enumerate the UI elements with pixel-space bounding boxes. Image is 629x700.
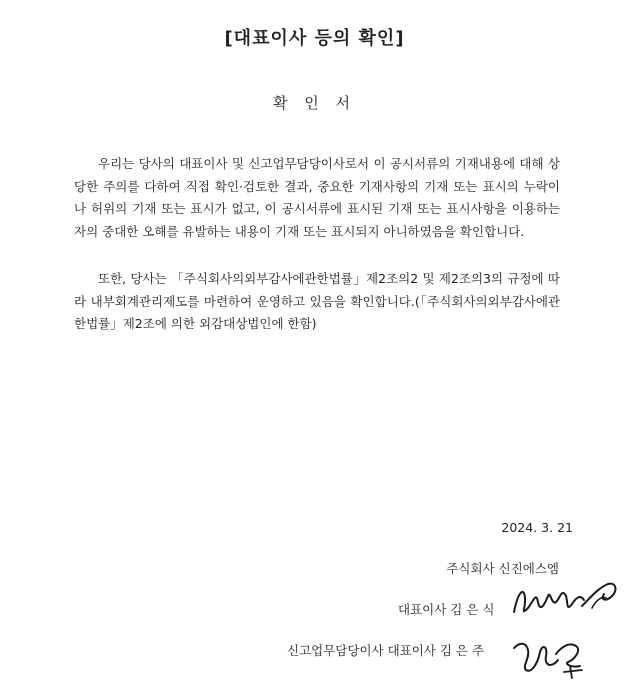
- document-heading: [대표이사 등의 확인]: [224, 28, 405, 49]
- ceo-signature: [508, 578, 623, 624]
- officer-signature: [508, 632, 593, 682]
- company-name: 주식회사 신진에스엠: [446, 561, 559, 576]
- internal-control-paragraph: [74, 268, 560, 336]
- paragraph-text: 우리는 당사의 대표이사 및 신고업무담당이사로서 이 공시서류의 기재내용에 대해 상당한 주의를 다하여 직접 확인·검토한 결과, 중요한 기재사항의 기재 또는 표시의 누락이나 허위의 기재 또는 표시가 없고, 이 공시서류에 표시된 기재 또는 표시사항을 이용하는 자의 중대한 오해를 유발하는 내용이 기재 또는 표시되지 아니하였음을 확인합니다.: [74, 156, 560, 239]
- document-subtitle: 확 인 서: [272, 94, 356, 112]
- reporting-officer-name: 신고업무담당이사 대표이사 김 은 주: [287, 643, 485, 658]
- document-date: 2024. 3. 21: [501, 520, 573, 535]
- ceo-name: 대표이사 김 은 식: [398, 602, 495, 617]
- paragraph-text: 또한, 당사는 「주식회사의외부감사에관한법률」제2조의2 및 제2조의3의 규정에 따라 내부회계관리제도를 마련하여 운영하고 있음을 확인합니다.(「주식회사의외부감사에관한법률」제2조에 의한 외감대상법인에 한함): [74, 271, 560, 331]
- confirmation-paragraph: [74, 153, 560, 243]
